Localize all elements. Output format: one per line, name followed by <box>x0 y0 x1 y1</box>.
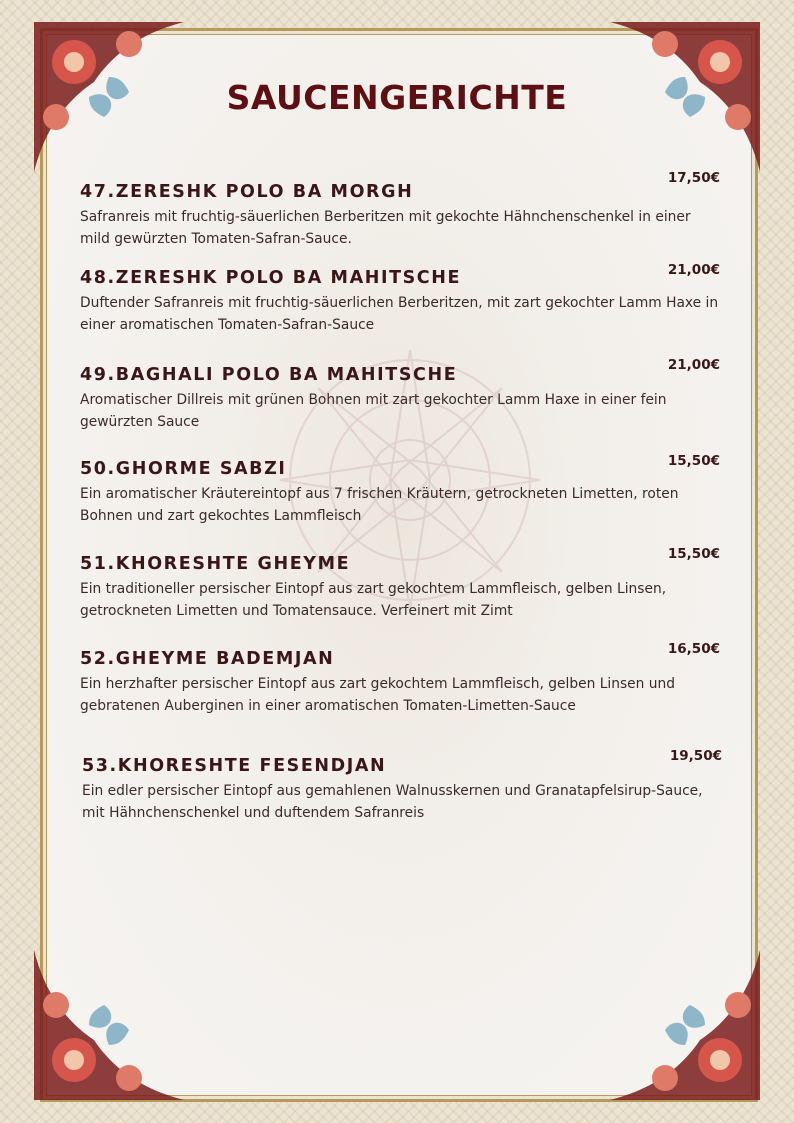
item-description: Ein edler persischer Eintopf aus gemahlenen Walnusskernen und Granatapfelsirup-Sauce, mit Hähnchenschenkel und duftendem Safranreis <box>82 783 703 821</box>
item-name: 52.GHEYME BADEMJAN <box>80 649 335 669</box>
menu-item <box>80 262 720 336</box>
item-description: Ein herzhafter persischer Eintopf aus zart gekochtem Lammfleisch, gelben Linsen und gebratenen Auberginen in einer aromatischen Tomaten-Limetten-Sauce <box>80 676 676 714</box>
item-name: 49.BAGHALI POLO BA MAHITSCHE <box>80 365 458 385</box>
menu-item <box>80 546 720 622</box>
menu-item <box>80 170 720 250</box>
item-price: 19,50€ <box>669 748 722 764</box>
menu-item <box>80 453 720 527</box>
item-description: Aromatischer Dillreis mit grünen Bohnen mit zart gekochter Lamm Haxe in einer fein gewürzten Sauce <box>80 392 667 430</box>
item-price: 16,50€ <box>667 641 720 657</box>
menu-item <box>82 748 722 824</box>
corner-ornament-bottom-right <box>610 950 760 1100</box>
item-price: 21,00€ <box>667 357 720 373</box>
item-description: Ein aromatischer Kräutereintopf aus 7 frischen Kräutern, getrockneten Limetten, roten Bohnen und zart gekochtes Lammfleisch <box>80 486 679 524</box>
item-price: 17,50€ <box>667 170 720 186</box>
item-description: Ein traditioneller persischer Eintopf aus zart gekochtem Lammfleisch, gelben Linsen, getrockneten Limetten und Tomatensauce. Verfeinert mit Zimt <box>80 581 667 619</box>
item-name: 53.KHORESHTE FESENDJAN <box>82 756 387 776</box>
menu-item <box>80 357 720 433</box>
item-name: 47.ZERESHK POLO BA MORGH <box>80 182 414 202</box>
menu-item <box>80 641 720 717</box>
item-price: 21,00€ <box>667 262 720 278</box>
corner-ornament-bottom-left <box>34 950 184 1100</box>
page-title: SAUCENGERICHTE <box>226 78 568 117</box>
item-description: Safranreis mit fruchtig-säuerlichen Berberitzen mit gekochte Hähnchenschenkel in einer mild gewürzten Tomaten-Safran-Sauce. <box>80 209 691 247</box>
item-price: 15,50€ <box>667 453 720 469</box>
item-name: 51.KHORESHTE GHEYME <box>80 554 351 574</box>
item-name: 50.GHORME SABZI <box>80 459 287 479</box>
item-price: 15,50€ <box>667 546 720 562</box>
item-name: 48.ZERESHK POLO BA MAHITSCHE <box>80 268 462 288</box>
item-description: Duftender Safranreis mit fruchtig-säuerlichen Berberitzen, mit zart gekochter Lamm Haxe in einer aromatischen Tomaten-Safran-Sauce <box>80 295 719 333</box>
